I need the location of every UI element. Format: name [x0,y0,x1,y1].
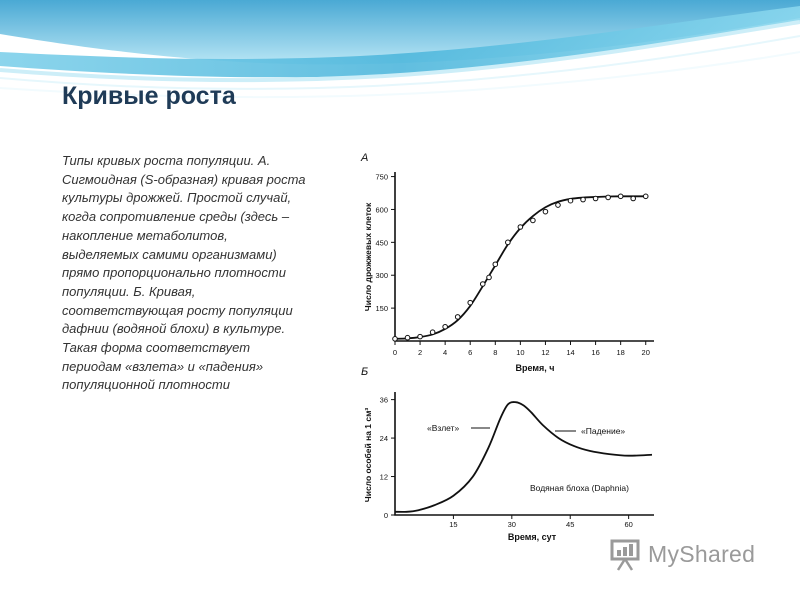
panel-b-rise-annotation: «Взлет» [427,423,460,433]
panel-a-y-axis-label: Число дрожжевых клеток [363,202,373,312]
panel-a-x-tick-label: 4 [443,348,448,357]
panel-a-y-tick-label: 750 [375,172,388,182]
panel-b-x-axis-label: Время, сут [507,532,557,542]
panel-b-species-annotation: Водяная блоха (Daphnia) [530,483,629,493]
panel-b-x-tick-label: 30 [507,520,516,529]
panel-a-y-tick-label: 300 [375,271,388,281]
panel-a-x-tick-label: 6 [468,348,473,357]
panel-a-data-point [468,300,473,305]
panel-a-data-point [393,337,398,342]
panel-b-y-tick-label: 24 [379,434,388,444]
panel-a-y-tick-label: 450 [375,238,388,248]
description-text: Типы кривых роста популяции. А. Сигмоидная (S-образная) кривая роста культуры дрожжей. Простой случай, когда сопротивление среды (здесь – накопление метаболитов, выделяемых самими организмами) прямо пропорционально плотности популяции. Б. Кривая, соответствующая росту популяции дафнии (водяной блохи) в культуре. Такая форма соответствует периодам «взлета» и «падения» популяционной плотности [62,153,306,393]
panel-b-x-tick-label: 15 [449,520,458,529]
panel-a-data-point [443,324,448,329]
panel-b-fall-annotation: «Падение» [581,426,626,436]
panel-b-y-axis-label: Число особей на 1 см³ [363,407,373,503]
panel-a-x-tick-label: 14 [566,348,575,357]
panel-a-x-tick-label: 18 [616,348,625,357]
panel-a-data-point [531,218,536,223]
panel-b-label: Б [361,366,369,378]
panel-a-y-tick-label: 150 [375,304,388,314]
watermark [608,538,778,572]
panel-a-x-tick-label: 16 [591,348,600,357]
panel-a-data-point [487,275,492,280]
panel-a-data-point [418,334,423,339]
panel-b-axes [395,392,654,515]
growth-curves-svg [347,145,725,547]
panel-a-x-tick-label: 12 [541,348,550,357]
panel-b-y-tick-label: 36 [379,395,388,405]
panel-b-y-tick-label: 0 [383,511,388,520]
panel-a-data-point [631,196,636,201]
panel-a-x-tick-label: 8 [493,348,498,357]
growth-curves-figure [347,145,725,547]
panel-a-data-point [643,194,648,199]
panel-a-data-point [405,335,410,340]
presentation-icon [608,538,642,572]
panel-b-x-tick-label: 60 [624,520,633,529]
panel-a-y-tick-label: 600 [375,205,388,215]
panel-a-data-point [606,195,611,200]
panel-a-label: А [361,152,369,164]
panel-a-data-point [430,330,435,335]
panel-b-y-tick-label: 12 [379,472,388,482]
panel-a-x-tick-label: 20 [641,348,650,357]
panel-a-data-point [518,225,523,230]
panel-a-x-tick-label: 0 [392,348,398,357]
panel-a-data-point [593,196,598,201]
panel-a-data-point [455,315,460,320]
watermark-text: MyShared [648,541,756,567]
panel-a-data-point [543,209,548,214]
panel-b-daphnia-curve [395,402,652,512]
panel-a-data-point [568,198,573,203]
panel-a-data-point [493,262,498,267]
panel-a-data-point [506,240,511,245]
panel-a-data-point [581,197,586,202]
panel-b-x-tick-label: 45 [566,520,575,529]
panel-a-axes [395,172,654,341]
panel-a-x-axis-label: Время, ч [515,363,555,373]
panel-a-x-tick-label: 10 [516,348,525,357]
slide-title: Кривые роста [62,82,236,110]
panel-a-data-point [480,282,485,287]
panel-a-data-point [556,203,561,208]
panel-a-growth-curve [395,196,646,339]
panel-a-x-tick-label: 2 [417,348,423,357]
panel-a-data-point [618,194,623,199]
